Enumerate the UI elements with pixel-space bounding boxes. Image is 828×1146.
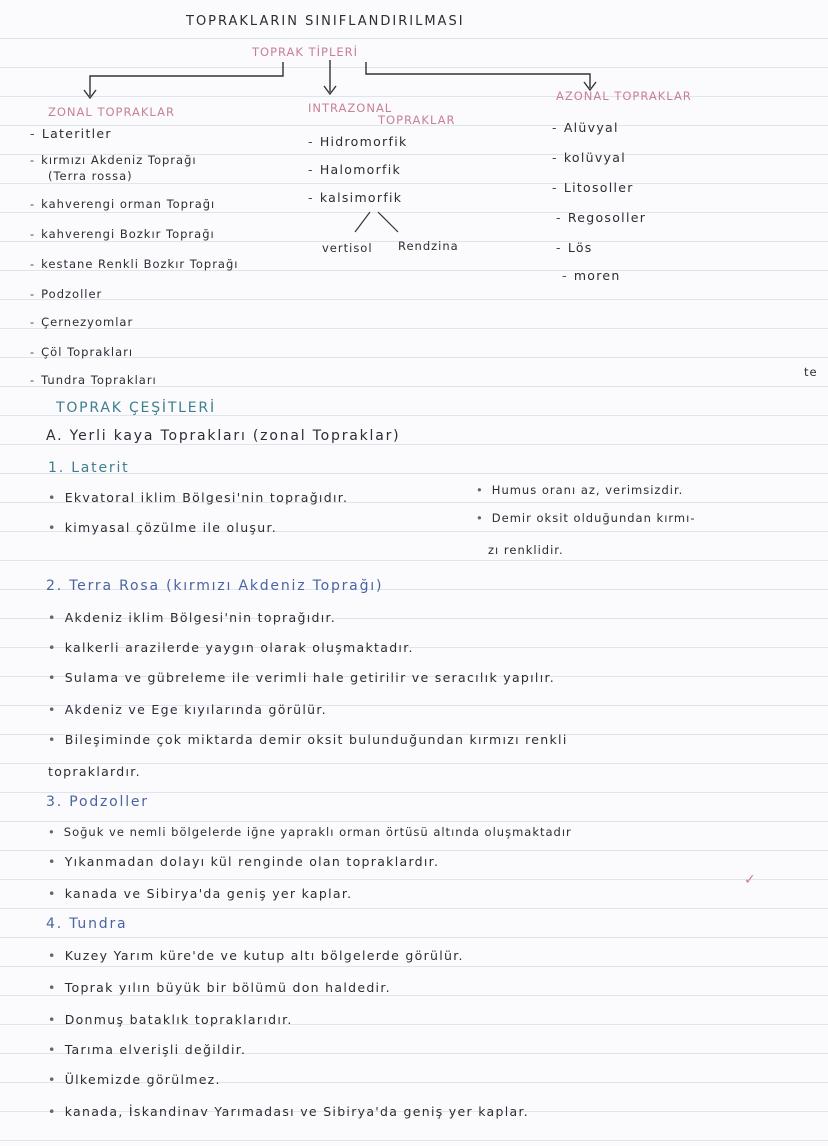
zonal-item: - kahverengi orman Toprağı [30, 197, 216, 211]
terra-bullet: • Akdeniz iklim Bölgesi'nin toprağıdır. [48, 610, 337, 625]
laterit-title: 1. Laterit [48, 460, 130, 476]
page-title: TOPRAKLARIN SINIFLANDIRILMASI [186, 14, 465, 29]
intrazonal-sub-item: vertisol [322, 241, 373, 255]
laterit-bullet: • Ekvatoral iklim Bölgesi'nin toprağıdır. [48, 490, 349, 505]
laterit-right-bullet: • Humus oranı az, verimsizdir. [476, 483, 684, 497]
tundra-bullet: • Kuzey Yarım küre'de ve kutup altı bölgelerde görülür. [48, 948, 464, 963]
terra-bullet: • Sulama ve gübreleme ile verimli hale getirilir ve seracılık yapılır. [48, 670, 556, 685]
margin-fragment: te [804, 365, 818, 379]
azonal-item: - Regosoller [556, 210, 647, 225]
azonal-item: - Lös [556, 240, 593, 255]
page-subtitle: TOPRAK TİPLERİ [252, 45, 359, 59]
azonal-item: - Litosoller [552, 180, 634, 195]
azonal-item: - Alüvyal [552, 120, 619, 135]
tundra-bullet: • kanada, İskandinav Yarımadası ve Sibirya'da geniş yer kaplar. [48, 1104, 530, 1119]
laterit-continuation: zı renklidir. [488, 543, 564, 557]
tundra-bullet: • Toprak yılın büyük bir bölümü don haldedir. [48, 980, 391, 995]
intrazonal-item: - kalsimorfik [308, 190, 403, 205]
zonal-item: - kahverengi Bozkır Toprağı [30, 227, 215, 241]
zonal-item: - kestane Renkli Bozkır Toprağı [30, 257, 239, 271]
intrazonal-sub-item: Rendzina [398, 239, 459, 253]
azonal-item: - moren [562, 268, 621, 283]
podzol-title: 3. Podzoller [46, 794, 149, 810]
tundra-bullet: • Donmuş bataklık topraklarıdır. [48, 1012, 293, 1027]
intrazonal-heading-2: TOPRAKLAR [378, 113, 456, 127]
azonal-item: - kolüvyal [552, 150, 626, 165]
podzol-bullet: • Soğuk ve nemli bölgelerde iğne yapraklı orman örtüsü altında oluşmaktadır [48, 825, 572, 839]
zonal-heading: ZONAL TOPRAKLAR [48, 105, 175, 119]
terra-bullet: • kalkerli arazilerde yaygın olarak oluşmaktadır. [48, 640, 414, 655]
zonal-item: - Çöl Toprakları [30, 345, 134, 359]
zonal-item: - Çernezyomlar [30, 315, 134, 329]
intrazonal-item: - Hidromorfik [308, 134, 408, 149]
section-a-heading: A. Yerli kaya Toprakları (zonal Topraklar) [46, 428, 401, 444]
laterit-bullet: • kimyasal çözülme ile oluşur. [48, 520, 278, 535]
podzol-bullet: • kanada ve Sibirya'da geniş yer kaplar. [48, 886, 353, 901]
zonal-item: - Tundra Toprakları [30, 373, 157, 387]
zonal-item: - Lateritler [30, 126, 112, 141]
intrazonal-item: - Halomorfik [308, 162, 402, 177]
tundra-bullet: • Tarıma elverişli değildir. [48, 1042, 247, 1057]
terra-bullet: • Bileşiminde çok miktarda demir oksit bulunduğundan kırmızı renkli [48, 732, 568, 747]
podzol-bullet: • Yıkanmadan dolayı kül renginde olan topraklardır. [48, 854, 440, 869]
zonal-item: - Podzoller [30, 287, 103, 301]
zonal-item-note: (Terra rossa) [48, 169, 133, 183]
laterit-right-bullet: • Demir oksit olduğundan kırmı- [476, 511, 696, 525]
terra-continuation: topraklardır. [48, 764, 141, 779]
tundra-bullet: • Ülkemizde görülmez. [48, 1072, 221, 1087]
pen-mark: ✓ [744, 872, 758, 888]
zonal-item: - kırmızı Akdeniz Toprağı [30, 153, 197, 167]
section-heading: TOPRAK ÇEŞİTLERİ [56, 400, 216, 416]
terra-bullet: • Akdeniz ve Ege kıyılarında görülür. [48, 702, 327, 717]
azonal-heading: AZONAL TOPRAKLAR [556, 89, 692, 103]
terra-title: 2. Terra Rosa (kırmızı Akdeniz Toprağı) [46, 578, 384, 594]
tundra-title: 4. Tundra [46, 916, 128, 932]
intrazonal-heading-1: INTRAZONAL [308, 101, 393, 115]
